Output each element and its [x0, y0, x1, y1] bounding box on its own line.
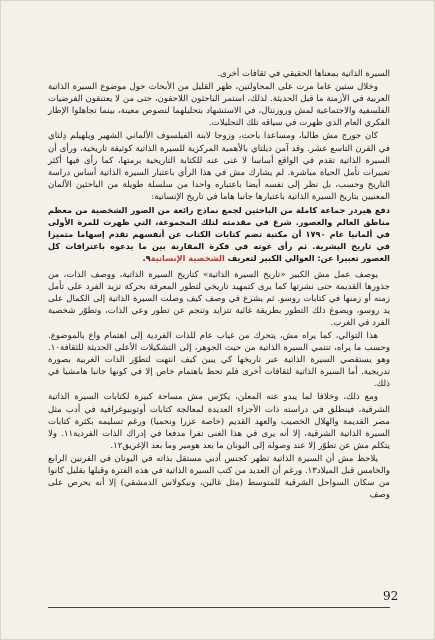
paragraph: السيرة الذاتية بمعناها الحقيقي في ثقافات أخرى. — [217, 69, 390, 79]
paragraph: ومع ذلك، وخلافا لما يبدو عنه المعلن، يكرّس مش مساحة كبيرة لكتابات السيرة الذاتية الشرقية، فينطلق في دراسته ذات الأجزاء العديدة لمعالجة كتابات أوتوبيوغرافية في أدب مثل مصر القديمة والهلال الخصيب والعهد القديم (خاصة عزرا ونحميا) ورغم تسليمه بكثرة كتابات السيرة الذاتية الشرقية، إلا أنه يرى في هذا الغنى تفرا مدفعا في إدراك الذات الفردية١١. ولا يتكلم مش عن تطوّر إلا عند وصوله إلى اليونان ما بعد هومير وما بعد الإغريق١٢. — [48, 392, 390, 451]
block-quote: دفع هيردر جماعة كاملة من الباحثين لجمع نماذج رائعة من الصور الشخصية من معظم مناطق العالم والعصور. شرع في مقدمته لتلك المجموعة، التي ظهرت للمرة الأولى في ألمانيا عام ١٧٩٠ أن مكتبة تضم كتابات الكتاب عن أنفسهم تقدم إسهاما متميزا في تاريخ البشرية. ثم رأى غوته في فكرة المقارنة بين ما يدعوه باعترافات كل العصور تعبيرا عن: العوالي الكبير لتعريف الشخصية الإنسانية٩. — [48, 205, 390, 264]
paragraph: يلاحظ مش أن السيرة الذاتية تظهر كجنس أدبي مستقل بذاته في اليونان في القرنين الرابع والخامس قبل الميلاد١٣. ورغم أن العديد من كتب السيرة الذاتية في هذه الفترة وقبلها بقليل كانوا من سكان السواحل الشرقية للمتوسط (مثل غالين، ونيكولاس الدمشقي) إلا أنه يحرص على وصف — [48, 453, 391, 501]
paragraph: كان جورج مش طالبا، ومساعدا باحث، وزوجا لابنة الفيلسوف الألماني الشهير ويلهيلم دِلتاي في القرن التاسع عشر. وقد آمن ديلتاي بالأهمية المركزية للسيرة الذاتية كوثيقة تاريخية، ورأى أن السيرة الذاتية تقدم في الواقع أساسا لا غنى عنه للكتابة التاريخية برمتها، كما رأى فيها أكثر تعبيرات تأمل الحياة مباشرة. لم يشارك مش في هذا الرأي باعتبار السيرة الذاتية أساس دراسة التاريخ وحسب، بل نظر إلى نفسه أيضا باعتباره واحدا من سلسلة طويلة من الباحثين الألمان المعنيين بتاريخ السيرة الذاتية باعتبارها جانبا هاما في تاريخ الإنسانية: — [48, 131, 390, 202]
paragraph: يوصف عمل مش الكبير «تاريخ السيرة الذاتية» كتاريخ السيرة الذاتية، ووصف الذات، من جذورها القديمة حتى نشرتها كما يرى كتمهيد تاريخي لتطور المعرفة بحركة تزيد الفرد على تأمل زمنه أو زمنها في كتابات روسو. ثم يشرع في وصف كيف وصلت السيرة الذاتية إلى الكمال على يد روسو، ويصوغ ذلك التطور بطريقة غائية تتزايد وتنجم عن تطور وعي الذات، وتطوّر شخصية الفرد في الغرب. — [48, 269, 390, 328]
highlighted-phrase: الشخصية الإنسانية — [150, 253, 225, 264]
page-number: 92 — [383, 589, 399, 603]
bottom-rule — [48, 607, 390, 608]
paragraph: هذا التوالي، كما يراه مش، يتحرك من غياب عام للذات الفردية إلى اهتمام واع بالموضوع. وحسب ما يراه، تنتمي السيرة الذاتية من حيث الجوهر، إلى التشكيلات الأعلى الحديثة للثقافة١٠. وهو يستقصي السيرة الذاتية عبر تاريخها كي يبين كيف انتهت لتطوّر الذات الغربية بصورة تدريجية. أما السيرة الذاتية لثقافات أخرى فلم تحظ باهتمام خاص إلا في كونها جانبا هامشيا في ذلك. — [48, 330, 390, 390]
body-text — [48, 68, 390, 502]
paragraph: وخلال ستين عاما مرت على المحاولتين، ظهر القليل من الأبحاث حول موضوع السيرة الذاتية العربية في الأزمنة ما قبل الحديثة. لذلك، استمر الباحثون اللاحقون، حتى من لا يعتنقون الفرضيات الفلسفية والاجتماعية لمش وروزنتال، في الاستشهاد بتحليلهما لنصوص معينة، بينما تجاهلوا الإطار الفكري العام الذي ظهرت في سياقه تلك التحليلات. — [48, 82, 390, 129]
